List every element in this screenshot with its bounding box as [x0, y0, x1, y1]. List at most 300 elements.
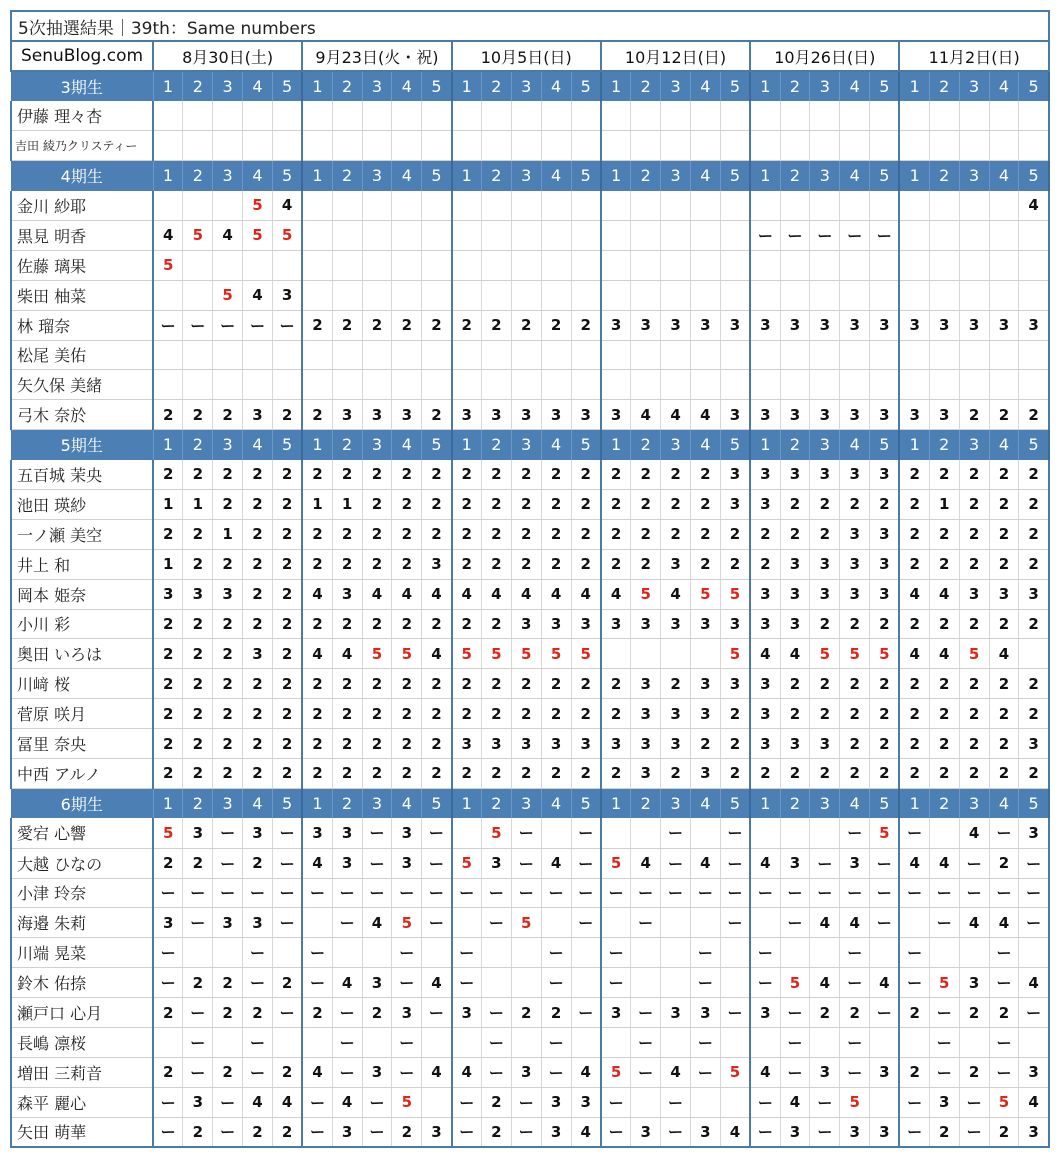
result-cell: 2 [780, 669, 810, 699]
slot-number: 3 [810, 71, 840, 101]
result-cell [631, 280, 661, 310]
generation-label: 4期生 [11, 161, 153, 191]
result-cell: 2 [362, 729, 392, 759]
result-cell: ー [183, 310, 213, 340]
result-cell: ー [750, 968, 780, 998]
result-cell: 1 [929, 489, 959, 519]
lottery-results-table [10, 10, 1050, 1148]
result-cell: ー [899, 878, 929, 908]
result-cell: 3 [810, 310, 840, 340]
result-cell: ー [362, 848, 392, 878]
result-cell [1019, 938, 1049, 968]
result-cell: 2 [302, 549, 332, 579]
result-cell: ー [272, 878, 302, 908]
result-cell [511, 101, 541, 131]
result-cell: 4 [511, 579, 541, 609]
result-cell: 3 [1019, 1117, 1049, 1147]
result-cell: 3 [243, 818, 273, 848]
result-cell: ー [690, 1057, 720, 1087]
result-cell [810, 1028, 840, 1058]
result-cell: 4 [720, 1117, 750, 1147]
result-cell: 2 [422, 758, 452, 788]
result-cell: 2 [302, 310, 332, 340]
result-cell: 5 [153, 818, 183, 848]
result-cell: 3 [183, 579, 213, 609]
result-cell [213, 1028, 243, 1058]
result-cell: 2 [571, 758, 601, 788]
result-cell: 3 [362, 968, 392, 998]
result-cell [332, 280, 362, 310]
result-cell: ー [332, 1028, 362, 1058]
result-cell: ー [989, 818, 1019, 848]
result-cell: 2 [840, 669, 870, 699]
result-cell [481, 968, 511, 998]
result-cell: 2 [810, 519, 840, 549]
slot-number: 1 [452, 71, 482, 101]
result-cell: 3 [780, 310, 810, 340]
result-cell: 3 [720, 609, 750, 639]
result-cell [213, 370, 243, 400]
result-cell: 5 [870, 818, 900, 848]
slot-number: 2 [183, 788, 213, 818]
result-cell: ー [422, 818, 452, 848]
result-cell: ー [899, 968, 929, 998]
result-cell [720, 938, 750, 968]
result-cell: 3 [213, 579, 243, 609]
result-cell: 3 [840, 519, 870, 549]
result-cell: ー [750, 878, 780, 908]
result-cell [870, 280, 900, 310]
result-cell [959, 131, 989, 161]
result-cell: ー [929, 1057, 959, 1087]
result-cell [422, 280, 452, 310]
result-cell: 2 [272, 699, 302, 729]
result-cell: ー [661, 818, 691, 848]
result-cell [1019, 1028, 1049, 1058]
result-cell: ー [153, 938, 183, 968]
result-cell: 2 [481, 669, 511, 699]
result-cell [840, 250, 870, 280]
result-cell: 2 [272, 639, 302, 669]
result-cell: 4 [452, 1057, 482, 1087]
result-cell: 2 [541, 489, 571, 519]
result-cell [690, 280, 720, 310]
result-cell: ー [959, 848, 989, 878]
result-cell [840, 131, 870, 161]
result-cell [601, 131, 631, 161]
date-header: 9月23日(火・祝) [302, 41, 451, 71]
result-cell: 4 [661, 579, 691, 609]
result-cell: 2 [989, 460, 1019, 490]
result-cell: 2 [213, 460, 243, 490]
slot-number: 2 [929, 161, 959, 191]
result-cell [899, 340, 929, 370]
slot-number: 1 [750, 71, 780, 101]
result-cell [302, 250, 332, 280]
result-cell [750, 250, 780, 280]
result-cell [183, 101, 213, 131]
result-cell: 5 [780, 968, 810, 998]
result-cell: 4 [422, 968, 452, 998]
result-cell: 3 [840, 400, 870, 430]
result-cell: 2 [631, 519, 661, 549]
slot-number: 1 [750, 788, 780, 818]
result-cell: 3 [810, 549, 840, 579]
member-name: 川﨑 桜 [11, 669, 153, 699]
result-cell: 4 [989, 639, 1019, 669]
result-cell [929, 220, 959, 250]
result-cell: ー [989, 1057, 1019, 1087]
result-cell: 3 [332, 848, 362, 878]
result-cell: ー [929, 878, 959, 908]
result-cell: ー [362, 1117, 392, 1147]
result-cell: 3 [601, 400, 631, 430]
result-cell: 2 [362, 998, 392, 1028]
result-cell: 3 [302, 818, 332, 848]
result-cell [362, 101, 392, 131]
result-cell [571, 220, 601, 250]
result-cell: 3 [511, 729, 541, 759]
result-cell: 3 [631, 729, 661, 759]
result-cell: 4 [661, 400, 691, 430]
result-cell: 2 [213, 699, 243, 729]
result-cell: ー [899, 1087, 929, 1117]
result-cell: 2 [959, 400, 989, 430]
result-cell: 1 [332, 489, 362, 519]
slot-number: 5 [272, 161, 302, 191]
member-row [11, 968, 1049, 998]
result-cell: ー [481, 908, 511, 938]
result-cell: 4 [481, 579, 511, 609]
result-cell [1019, 131, 1049, 161]
result-cell: ー [661, 848, 691, 878]
result-cell [452, 191, 482, 221]
member-name: 弓木 奈於 [11, 400, 153, 430]
result-cell: 2 [899, 998, 929, 1028]
result-cell: 3 [332, 579, 362, 609]
result-cell: 5 [929, 968, 959, 998]
result-cell: 2 [213, 1057, 243, 1087]
result-cell: 2 [690, 489, 720, 519]
result-cell [392, 101, 422, 131]
result-cell: 4 [272, 191, 302, 221]
result-cell: ー [571, 878, 601, 908]
result-cell: 2 [243, 848, 273, 878]
result-cell: 3 [661, 699, 691, 729]
generation-header-row [11, 430, 1049, 460]
result-cell: 2 [153, 460, 183, 490]
result-cell [959, 220, 989, 250]
slot-number: 1 [899, 161, 929, 191]
result-cell: 4 [362, 579, 392, 609]
result-cell: 3 [690, 609, 720, 639]
result-cell: 2 [153, 729, 183, 759]
result-cell [571, 340, 601, 370]
result-cell: 2 [392, 519, 422, 549]
result-cell: ー [690, 938, 720, 968]
result-cell: 3 [422, 549, 452, 579]
result-cell: ー [481, 1057, 511, 1087]
slot-number: 5 [720, 71, 750, 101]
result-cell [840, 280, 870, 310]
result-cell: ー [810, 878, 840, 908]
result-cell: 5 [481, 639, 511, 669]
result-cell: 5 [690, 579, 720, 609]
result-cell [690, 191, 720, 221]
result-cell: 2 [272, 549, 302, 579]
slot-number: 4 [989, 430, 1019, 460]
slot-number: 3 [959, 71, 989, 101]
result-cell: 2 [153, 639, 183, 669]
slot-number: 1 [899, 71, 929, 101]
result-cell [661, 370, 691, 400]
slot-number: 2 [929, 788, 959, 818]
result-cell: ー [1019, 848, 1049, 878]
result-cell: ー [840, 1057, 870, 1087]
result-cell: 3 [481, 729, 511, 759]
result-cell [183, 280, 213, 310]
result-cell: ー [213, 1117, 243, 1147]
slot-number: 5 [870, 430, 900, 460]
result-cell [631, 639, 661, 669]
result-cell: 2 [541, 998, 571, 1028]
member-row [11, 1057, 1049, 1087]
result-cell [631, 968, 661, 998]
member-row [11, 460, 1049, 490]
result-cell [989, 131, 1019, 161]
result-cell: 2 [541, 758, 571, 788]
result-cell [720, 131, 750, 161]
result-cell: 2 [362, 609, 392, 639]
result-cell [153, 370, 183, 400]
result-cell: 2 [870, 609, 900, 639]
result-cell [899, 1028, 929, 1058]
result-cell: 5 [720, 1057, 750, 1087]
result-cell: 2 [243, 489, 273, 519]
result-cell: ー [870, 998, 900, 1028]
slot-number: 4 [243, 788, 273, 818]
result-cell: 2 [153, 519, 183, 549]
result-cell: 2 [541, 519, 571, 549]
result-cell: 5 [392, 908, 422, 938]
result-cell: 4 [213, 220, 243, 250]
result-cell: ー [452, 968, 482, 998]
result-cell: 3 [392, 400, 422, 430]
result-cell [750, 191, 780, 221]
result-cell [929, 191, 959, 221]
slot-number: 3 [213, 788, 243, 818]
result-cell: 3 [870, 400, 900, 430]
result-cell: ー [810, 1117, 840, 1147]
result-cell: 2 [332, 549, 362, 579]
result-cell [302, 280, 332, 310]
result-cell: 2 [213, 998, 243, 1028]
result-cell: ー [511, 878, 541, 908]
result-cell: 3 [870, 1117, 900, 1147]
result-cell: 3 [720, 310, 750, 340]
result-cell: ー [840, 878, 870, 908]
result-cell: ー [720, 818, 750, 848]
result-cell [332, 250, 362, 280]
result-cell: ー [332, 1057, 362, 1087]
result-cell [870, 1028, 900, 1058]
member-row [11, 758, 1049, 788]
result-cell: 4 [332, 1087, 362, 1117]
result-cell [302, 101, 332, 131]
result-cell: ー [302, 968, 332, 998]
member-name: 伊藤 理々杏 [11, 101, 153, 131]
result-cell: 3 [870, 579, 900, 609]
result-cell: 2 [571, 549, 601, 579]
result-cell [720, 1028, 750, 1058]
result-cell: 3 [631, 1117, 661, 1147]
result-cell: 2 [392, 669, 422, 699]
result-cell: 2 [929, 460, 959, 490]
member-row [11, 1028, 1049, 1058]
result-cell [422, 1028, 452, 1058]
result-cell: 3 [929, 310, 959, 340]
result-cell: ー [511, 1117, 541, 1147]
result-cell: 2 [481, 609, 511, 639]
result-cell [810, 250, 840, 280]
result-cell: 2 [362, 519, 392, 549]
result-cell: 2 [1019, 758, 1049, 788]
result-cell: 2 [183, 549, 213, 579]
result-cell [481, 280, 511, 310]
result-cell: 2 [183, 758, 213, 788]
member-row [11, 699, 1049, 729]
result-cell: 3 [332, 400, 362, 430]
result-cell [780, 370, 810, 400]
result-cell: 2 [392, 758, 422, 788]
result-cell: ー [213, 848, 243, 878]
result-cell: 4 [959, 818, 989, 848]
result-cell: 3 [183, 818, 213, 848]
result-cell: ー [810, 848, 840, 878]
result-cell: 2 [840, 609, 870, 639]
result-cell: 2 [601, 669, 631, 699]
result-cell: ー [422, 998, 452, 1028]
result-cell [720, 101, 750, 131]
result-cell: 2 [332, 609, 362, 639]
slot-number: 3 [810, 788, 840, 818]
result-cell: 5 [989, 1087, 1019, 1117]
result-cell: 2 [899, 519, 929, 549]
result-cell: 2 [959, 609, 989, 639]
slot-number: 5 [571, 71, 601, 101]
result-cell [213, 340, 243, 370]
result-cell: 2 [422, 729, 452, 759]
result-cell: 3 [750, 489, 780, 519]
result-cell: 2 [243, 758, 273, 788]
result-cell: ー [541, 1057, 571, 1087]
result-cell: 3 [959, 579, 989, 609]
result-cell: 2 [153, 609, 183, 639]
result-cell [720, 370, 750, 400]
result-cell: ー [690, 878, 720, 908]
result-cell: 3 [870, 549, 900, 579]
slot-number: 2 [780, 788, 810, 818]
result-cell: 2 [661, 460, 691, 490]
result-cell: 4 [1019, 1087, 1049, 1117]
result-cell: 2 [870, 669, 900, 699]
result-cell: 2 [243, 998, 273, 1028]
result-cell: 4 [571, 1057, 601, 1087]
result-cell [810, 818, 840, 848]
member-name: 黒見 明香 [11, 220, 153, 250]
result-cell: ー [452, 1087, 482, 1117]
result-cell [929, 250, 959, 280]
slot-number: 2 [183, 71, 213, 101]
result-cell [183, 938, 213, 968]
result-cell [780, 131, 810, 161]
result-cell [362, 1028, 392, 1058]
slot-number: 5 [1019, 430, 1049, 460]
result-cell: 2 [452, 609, 482, 639]
result-cell: 3 [452, 400, 482, 430]
result-cell [452, 250, 482, 280]
result-cell [750, 101, 780, 131]
result-cell: 3 [750, 699, 780, 729]
result-cell: 3 [631, 609, 661, 639]
result-cell: 3 [840, 310, 870, 340]
result-cell [183, 340, 213, 370]
slot-number: 5 [272, 430, 302, 460]
result-cell: 2 [213, 489, 243, 519]
result-cell [601, 370, 631, 400]
result-cell: ー [332, 878, 362, 908]
result-cell: 2 [959, 669, 989, 699]
result-cell: 5 [153, 250, 183, 280]
result-cell: 3 [810, 460, 840, 490]
result-cell: 2 [332, 310, 362, 340]
date-header: 8月30日(土) [153, 41, 302, 71]
result-cell: 2 [989, 758, 1019, 788]
member-row [11, 908, 1049, 938]
member-row [11, 998, 1049, 1028]
result-cell: ー [661, 1117, 691, 1147]
result-cell: ー [481, 998, 511, 1028]
result-cell: 3 [541, 1087, 571, 1117]
result-cell: 3 [661, 609, 691, 639]
result-cell: 2 [481, 460, 511, 490]
result-cell [959, 250, 989, 280]
member-name: 吉田 綾乃クリスティー [11, 131, 153, 161]
member-name: 小川 彩 [11, 609, 153, 639]
result-cell: 2 [272, 579, 302, 609]
result-cell: 2 [183, 1117, 213, 1147]
result-cell [929, 101, 959, 131]
result-cell [661, 250, 691, 280]
result-cell: ー [153, 878, 183, 908]
result-cell [899, 370, 929, 400]
slot-number: 1 [302, 161, 332, 191]
result-cell [511, 280, 541, 310]
result-cell: 2 [243, 460, 273, 490]
result-cell [452, 280, 482, 310]
result-cell: 2 [929, 1117, 959, 1147]
result-cell: 3 [243, 400, 273, 430]
result-cell: ー [780, 220, 810, 250]
result-cell: 2 [720, 729, 750, 759]
result-cell: 5 [840, 1087, 870, 1117]
result-cell: 3 [511, 400, 541, 430]
result-cell [332, 220, 362, 250]
member-row [11, 400, 1049, 430]
member-row [11, 370, 1049, 400]
result-cell [541, 818, 571, 848]
slot-number: 3 [213, 430, 243, 460]
